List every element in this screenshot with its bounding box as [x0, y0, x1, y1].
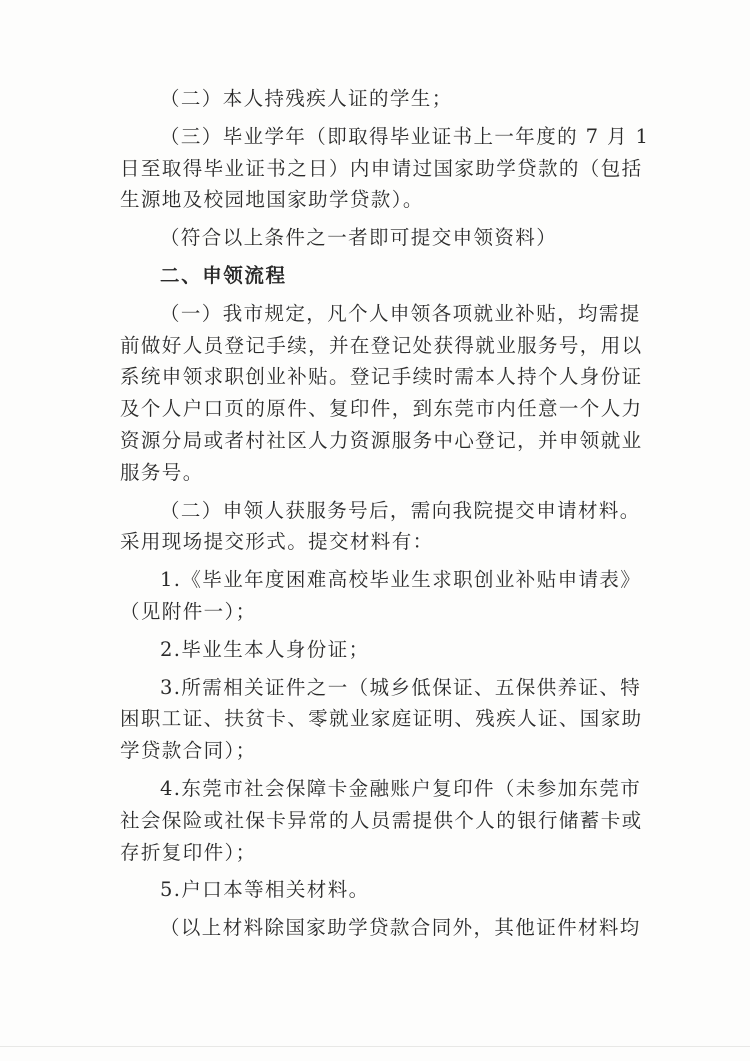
text-line: 5.户口本等相关材料。: [160, 878, 370, 902]
text-line: 日至取得毕业证书之日）内申请过国家助学贷款的（包括: [120, 156, 643, 180]
text-line: （见附件一）；: [120, 599, 257, 623]
list-item-id-card: [120, 634, 640, 666]
text-line: 及个人户口页的原件、复印件，到东莞市内任意一个人力: [120, 397, 643, 421]
list-item-household-register: [120, 874, 640, 906]
text-line: 2.毕业生本人身份证；: [160, 637, 370, 661]
page-edge-divider: [0, 1046, 750, 1047]
text-line: 资源分局或者村社区人力资源服务中心登记，并申领就业: [120, 428, 643, 452]
list-item-application-form: [120, 564, 640, 628]
text-line: 学贷款合同）；: [120, 739, 257, 763]
text-line: （二）申领人获服务号后，需向我院提交申请材料。: [160, 498, 641, 522]
text-line: 服务号。: [120, 460, 204, 484]
paragraph-submission: [120, 495, 640, 559]
list-item-certificates: [120, 672, 643, 767]
text-line: （一）我市规定，凡个人申领各项就业补贴，均需提: [160, 301, 641, 325]
paragraph-materials-note: [120, 912, 640, 944]
text-line: （三）毕业学年（即取得毕业证书上一年度的 7 月 1: [160, 124, 650, 148]
paragraph-eligibility-disability: [120, 83, 640, 115]
text-line: （符合以上条件之一者即可提交申领资料）: [160, 226, 558, 250]
text-line: 生源地及校园地国家助学贷款）。: [120, 188, 424, 212]
paragraph-eligibility-loan: [120, 121, 650, 216]
text-line: 采用现场提交形式。提交材料有：: [120, 530, 434, 554]
text-line: （二）本人持残疾人证的学生；: [160, 87, 453, 110]
text-line: 系统申领求职创业补贴。登记手续时需本人持个人身份证: [120, 365, 643, 389]
paragraph-eligibility-note: [120, 222, 640, 254]
document-body: [120, 83, 650, 944]
text-line: 困职工证、扶贫卡、零就业家庭证明、残疾人证、国家助: [120, 707, 643, 731]
text-line: （以上材料除国家助学贷款合同外，其他证件材料均: [160, 916, 641, 940]
list-item-social-security-card: [120, 773, 643, 868]
text-line: 社会保险或社保卡异常的人员需提供个人的银行储蓄卡或: [120, 808, 643, 832]
text-line: 4.东莞市社会保障卡金融账户复印件（未参加东莞市: [160, 776, 642, 800]
text-line: 前做好人员登记手续，并在登记处获得就业服务号，用以: [120, 333, 643, 357]
text-line: 3.所需相关证件之一（城乡低保证、五保供养证、特: [160, 675, 642, 699]
section-heading-application-process: 二、申领流程: [160, 263, 287, 287]
text-line: 1.《毕业年度困难高校毕业生求职创业补贴申请表》: [160, 568, 642, 592]
paragraph-registration: [120, 298, 643, 489]
text-line: 存折复印件）；: [120, 840, 257, 864]
